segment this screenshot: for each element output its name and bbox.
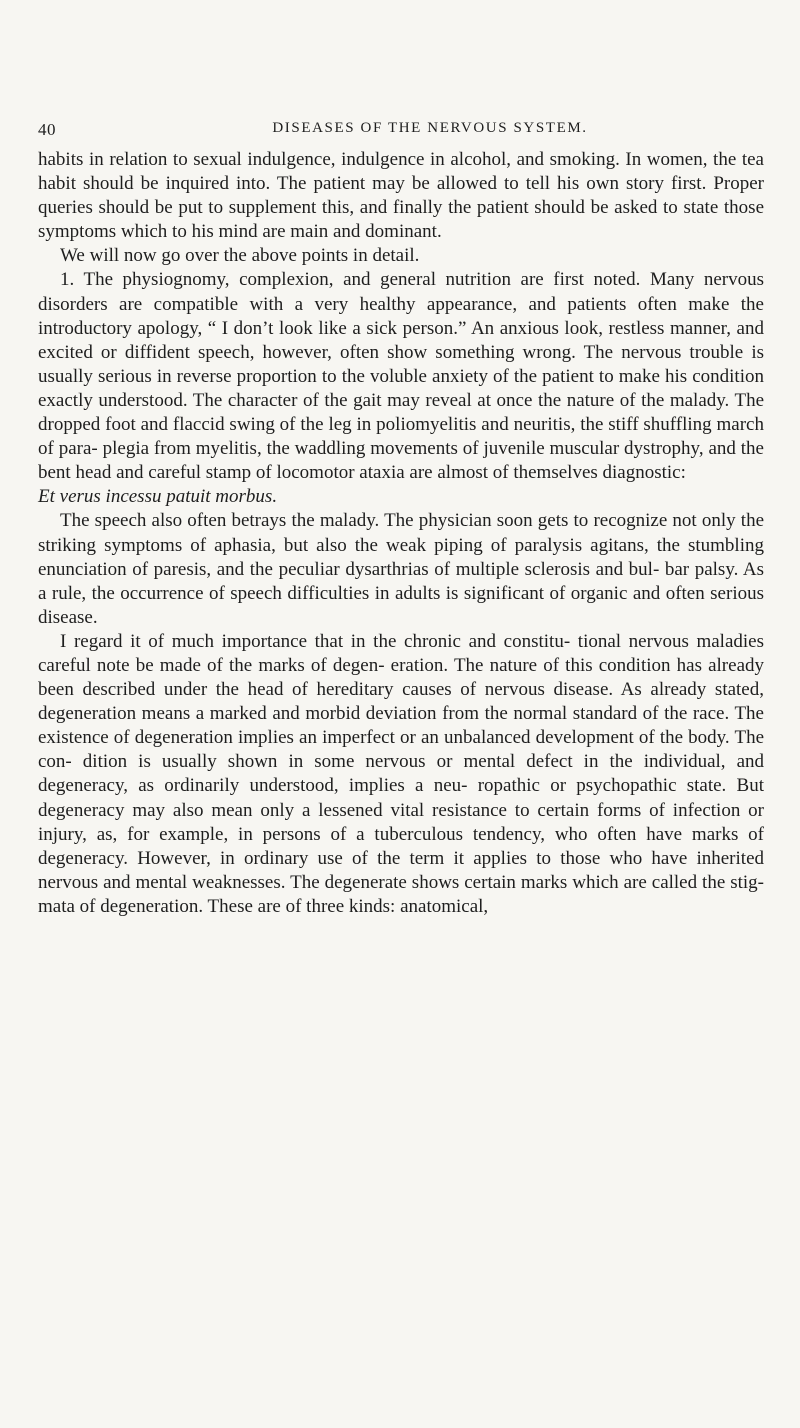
latin-quotation: Et verus incessu patuit morbus. xyxy=(38,486,278,508)
paragraph-speech: The speech also often betrays the malady. The physician soon gets to recognize not only the striking symptoms of aphasia, but also the weak piping of paralysis agitans, the stumbling enunciation of paresis, and the peculiar dysarthrias of multiple sclerosis and bul- bar palsy. As a rule, the occurrence of speech difficulties in adults is significant of organic and often serious disease. xyxy=(38,510,764,628)
page-header xyxy=(38,120,762,144)
body-text xyxy=(38,148,764,919)
paragraph-degeneration: I regard it of much importance that in the chronic and constitu- tional nervous maladies careful note be made of the marks of degen- eration. The nature of this condition has already been described under the head of hereditary causes of nervous disease. As already stated, degeneration means a marked and morbid deviation from the normal standard of the race. The existence of degeneration implies an imperfect or an unbalanced development of the body. The con- dition is usually shown in some nervous or mental defect in the individual, and degeneracy, as ordinarily understood, implies a neu- ropathic or psychopathic state. But degeneracy may also mean only a lessened vital resistance to certain forms of infection or injury, as, for example, in persons of a tuberculous tendency, who often have marks of degeneracy. However, in ordinary use of the term it applies to those who have inherited nervous and mental weaknesses. The degenerate shows certain marks which are called the stig- mata of degeneration. These are of three kinds: anatomical, xyxy=(38,630,764,917)
paragraph-physiognomy: 1. The physiognomy, complexion, and general nutrition are first noted. Many nervous disorders are compatible with a very healthy appearance, and patients often make the introductory apology, “ I don’t look like a sick person.” An anxious look, restless manner, and excited or diffident speech, however, often show something wrong. The nervous trouble is usually serious in reverse proportion to the voluble anxiety of the patient to make his condition exactly understood. The character of the gait may reveal at once the nature of the malady. The dropped foot and flaccid swing of the leg in poliomyelitis and neuritis, the stiff shuffling march of para- plegia from myelitis, the waddling movements of juvenile muscular dystrophy, and the bent head and careful stamp of locomotor ataxia are almost of themselves diagnostic: xyxy=(38,269,764,484)
paragraph-continued: habits in relation to sexual indulgence, indulgence in alcohol, and smoking. In women, the tea habit should be inquired into. The patient may be allowed to tell his own story first. Proper queries should be put to supplement this, and finally the patient should be asked to state those symptoms which to his mind are main and dominant. xyxy=(38,149,764,243)
page-number: 40 xyxy=(38,120,56,139)
paragraph-intro-detail: We will now go over the above points in detail. xyxy=(60,245,420,267)
running-title: DISEASES OF THE NERVOUS SYSTEM. xyxy=(272,120,588,136)
